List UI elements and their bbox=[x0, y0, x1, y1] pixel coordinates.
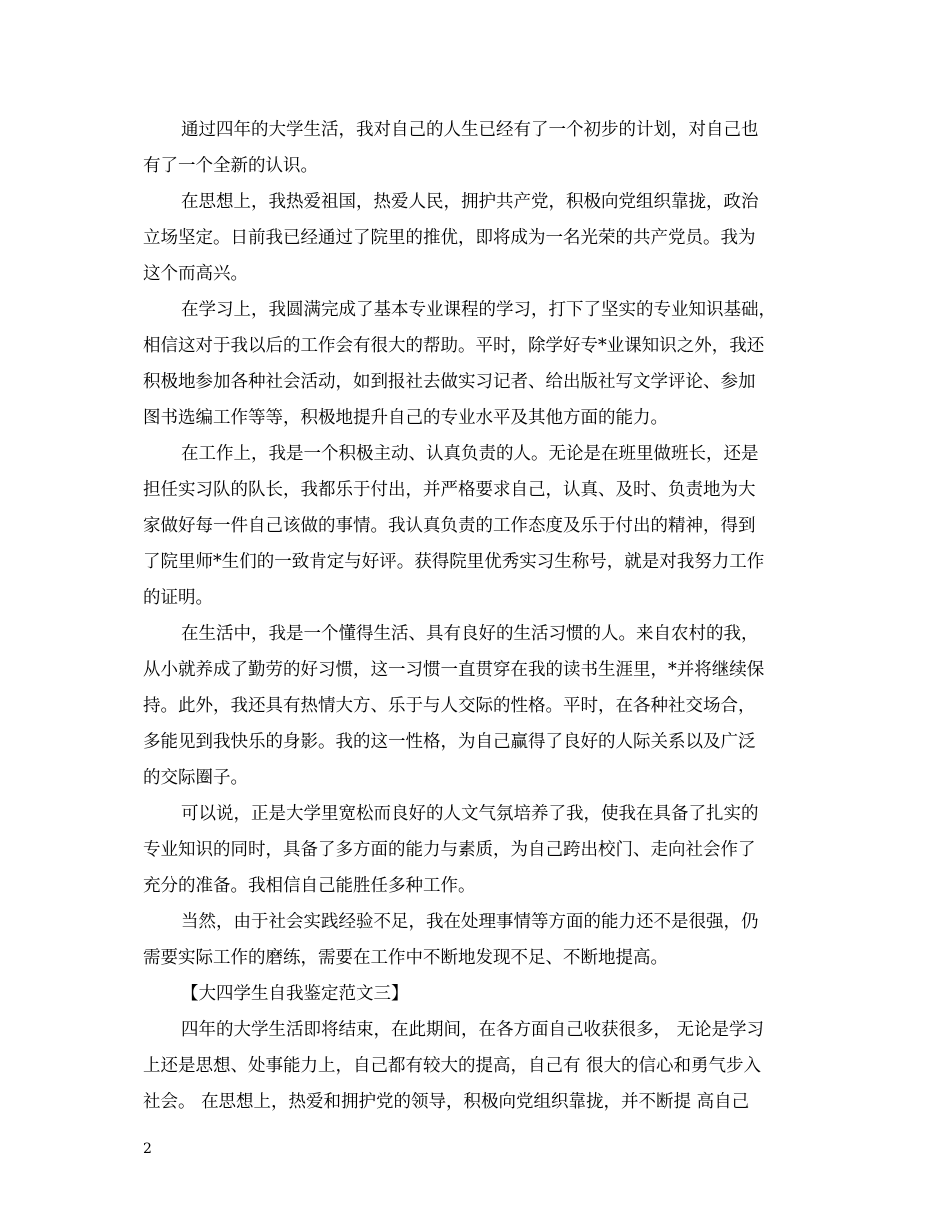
page-number: 2 bbox=[143, 1141, 152, 1157]
text-line: 当然，由于社会实践经验不足，我在处理事情等方面的能力还不是很强，仍 bbox=[181, 912, 759, 932]
text-line: 的证明。 bbox=[143, 588, 213, 608]
text-line: 可以说，正是大学里宽松而良好的人文气氛培养了我，使我在具备了扎实的 bbox=[181, 804, 759, 824]
text-line: 社会。 在思想上，热爱和拥护党的领导，积极向党组织靠拢，并不断提 高自己 bbox=[143, 1092, 750, 1112]
text-line: 通过四年的大学生活，我对自己的人生已经有了一个初步的计划，对自己也 bbox=[181, 120, 759, 140]
text-line: 家做好每一件自己该做的事情。我认真负责的工作态度及乐于付出的精神，得到 bbox=[143, 516, 756, 536]
text-line: 有了一个全新的认识。 bbox=[143, 156, 318, 176]
text-line: 需要实际工作的磨练，需要在工作中不断地发现不足、不断地提高。 bbox=[143, 948, 668, 968]
text-line: 立场坚定。日前我已经通过了院里的推优，即将成为一名光荣的共产党员。我为 bbox=[143, 228, 756, 248]
text-line: 上还是思想、处事能力上，自己都有较大的提高，自己有 很大的信心和勇气步入 bbox=[143, 1056, 762, 1076]
text-line: 这个而高兴。 bbox=[143, 264, 248, 284]
text-line: 在思想上，我热爱祖国，热爱人民，拥护共产党，积极向党组织靠拢，政治 bbox=[181, 192, 759, 212]
text-line: 持。此外，我还具有热情大方、乐于与人交际的性格。平时，在各种社交场合， bbox=[143, 696, 756, 716]
text-line: 图书选编工作等等，积极地提升自己的专业水平及其他方面的能力。 bbox=[143, 408, 668, 428]
text-line: 在生活中，我是一个懂得生活、具有良好的生活习惯的人。来自农村的我， bbox=[181, 624, 759, 644]
text-line: 相信这对于我以后的工作会有很大的帮助。平时，除学好专*业课知识之外，我还 bbox=[143, 336, 765, 356]
text-line: 在学习上，我圆满完成了基本专业课程的学习，打下了坚实的专业知识基础， bbox=[181, 300, 776, 320]
section-heading: 【大四学生自我鉴定范文三】 bbox=[181, 984, 409, 1004]
text-line: 从小就养成了勤劳的好习惯，这一习惯一直贯穿在我的读书生涯里，*并将继续保 bbox=[143, 660, 765, 680]
text-line: 充分的准备。我相信自己能胜任多种工作。 bbox=[143, 876, 476, 896]
text-line: 担任实习队的队长，我都乐于付出，并严格要求自己，认真、及时、负责地为大 bbox=[143, 480, 756, 500]
text-line: 积极地参加各种社会活动，如到报社去做实习记者、给出版社写文学评论、参加 bbox=[143, 372, 756, 392]
text-line: 四年的大学生活即将结束，在此期间，在各方面自己收获很多， 无论是学习 bbox=[181, 1020, 765, 1040]
text-line: 了院里师*生们的一致肯定与好评。获得院里优秀实习生称号，就是对我努力工作 bbox=[143, 552, 765, 572]
text-line: 多能见到我快乐的身影。我的这一性格，为自己赢得了良好的人际关系以及广泛 bbox=[143, 732, 756, 752]
text-line: 的交际圈子。 bbox=[143, 768, 248, 788]
text-line: 在工作上，我是一个积极主动、认真负责的人。无论是在班里做班长，还是 bbox=[181, 444, 759, 464]
text-line: 专业知识的同时，具备了多方面的能力与素质，为自己跨出校门、走向社会作了 bbox=[143, 840, 756, 860]
